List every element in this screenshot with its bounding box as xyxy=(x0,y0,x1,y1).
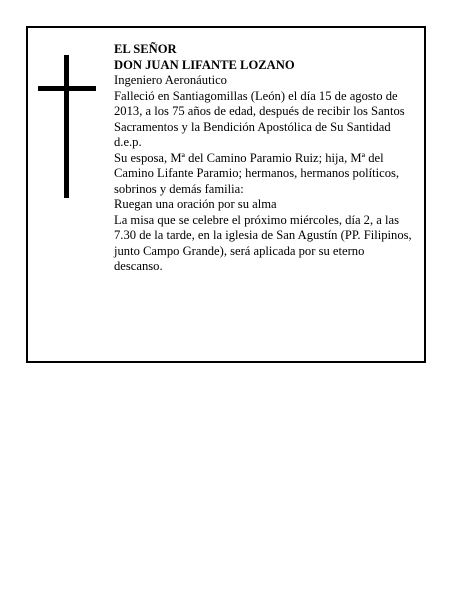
dep-text: d.e.p. xyxy=(114,135,142,149)
family-paragraph: Su esposa, Mª del Camino Paramio Ruiz; hija, Mª del Camino Lifante Paramio; hermanos, hermanos políticos, sobrinos y demás familia: xyxy=(114,150,400,196)
death-paragraph: Falleció en Santiagomillas (León) el día 15 de agosto de 2013, a los 75 años de edad, después de recibir los Santos Sacramentos y la Bendición Apostólica de Su Santidad xyxy=(114,88,405,134)
cross-icon xyxy=(38,55,100,198)
prayer-line: Ruegan una oración por su alma xyxy=(114,197,277,211)
cross-vertical-bar xyxy=(64,55,69,198)
obituary-notice xyxy=(26,26,426,363)
profession: Ingeniero Aeronáutico xyxy=(114,73,227,87)
heading-line-1: EL SEÑOR xyxy=(114,42,177,56)
notice-text xyxy=(114,42,414,275)
mass-paragraph: La misa que se celebre el próximo miércoles, día 2, a las 7.30 de la tarde, en la iglesia de San Agustín (PP. Filipinos, junto Campo Grande), será aplicada por su eterno descanso. xyxy=(114,212,412,273)
deceased-name: DON JUAN LIFANTE LOZANO xyxy=(114,57,295,72)
cross-horizontal-bar xyxy=(38,86,96,91)
